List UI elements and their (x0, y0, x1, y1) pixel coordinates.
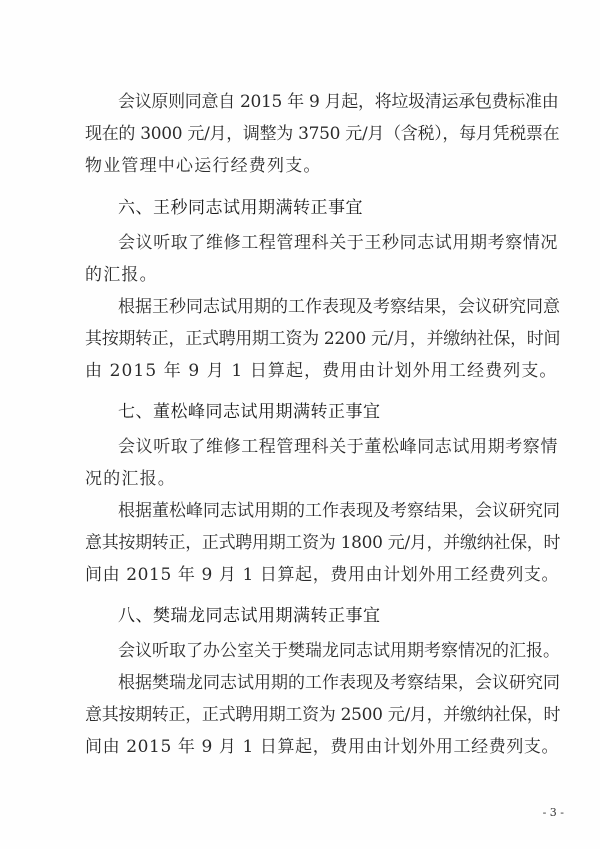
section-7-line-2: 况的汇报。 (85, 469, 176, 489)
section-7-line-3: 根据董松峰同志试用期的工作表现及考察结果，会议研究同 (118, 501, 560, 521)
section-7-line-5: 间由 2015 年 9 月 1 日算起，费用由计划外用工经费列支。 (85, 565, 560, 585)
intro-line-2: 现在的 3000 元/月，调整为 3750 元/月（含税），每月凭税票在 (85, 124, 560, 144)
section-8-line-3: 意其按期转正，正式聘用期工资为 2500 元/月，并缴纳社保，时 (85, 705, 561, 725)
section-6-line-5: 由 2015 年 9 月 1 日算起，费用由计划外用工经费列支。 (85, 361, 558, 381)
section-6-line-3: 根据王秒同志试用期的工作表现及考察结果，会议研究同意 (118, 297, 560, 317)
section-6-line-2: 的汇报。 (85, 265, 158, 285)
section-7-line-4: 意其按期转正，正式聘用期工资为 1800 元/月，并缴纳社保，时 (85, 533, 561, 553)
section-8-line-4: 间由 2015 年 9 月 1 日算起，费用由计划外用工经费列支。 (85, 737, 560, 757)
section-8-heading: 八、樊瑞龙同志试用期满转正事宜 (118, 606, 381, 626)
section-7-line-1: 会议听取了维修工程管理科关于董松峰同志试用期考察情 (118, 437, 558, 457)
intro-line-3: 物业管理中心运行经费列支。 (85, 156, 322, 176)
section-8-line-2: 根据樊瑞龙同志试用期的工作表现及考察结果，会议研究同 (118, 673, 560, 693)
intro-line-1: 会议原则同意自 2015 年 9 月起，将垃圾清运承包费标准由 (118, 92, 559, 112)
section-6-heading: 六、王秒同志试用期满转正事宜 (118, 198, 363, 218)
section-6-line-4: 其按期转正，正式聘用期工资为 2200 元/月，并缴纳社保，时间 (85, 329, 561, 349)
page-number: - 3 - (542, 806, 564, 819)
section-6-line-1: 会议听取了维修工程管理科关于王秒同志试用期考察情况 (118, 233, 558, 253)
section-7-heading: 七、董松峰同志试用期满转正事宜 (118, 402, 381, 422)
section-8-line-1: 会议听取了办公室关于樊瑞龙同志试用期考察情况的汇报。 (118, 641, 560, 661)
